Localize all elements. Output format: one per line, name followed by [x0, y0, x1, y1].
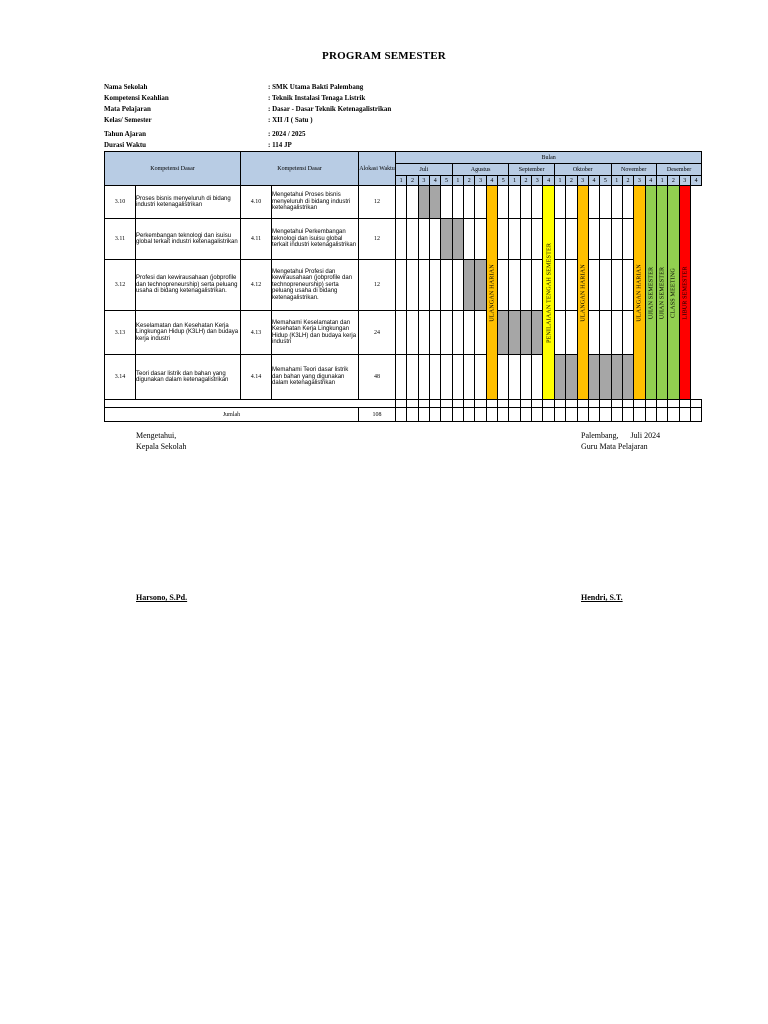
- table-row: [105, 355, 702, 400]
- class-meeting-column: [668, 186, 679, 400]
- kd-number: 3.14: [105, 355, 136, 400]
- table-row: [105, 260, 702, 311]
- week-cell: [452, 355, 463, 400]
- program-semester-table: [104, 151, 702, 422]
- spacer-cell: [105, 400, 396, 408]
- ujian-semester-label: UJIAN SEMESTER: [658, 266, 666, 319]
- week-number: 4: [543, 176, 554, 186]
- week-cell: [396, 311, 407, 355]
- activity-cell: [475, 260, 486, 311]
- info-value: : Teknik Instalasi Tenaga Listrik: [268, 94, 366, 102]
- activity-cell: [452, 219, 463, 260]
- week-cell: [396, 355, 407, 400]
- ujian-semester-label: UJIAN SEMESTER: [647, 266, 655, 319]
- week-number: 2: [622, 176, 633, 186]
- signature-left-line1: Mengetahui,: [136, 431, 177, 440]
- week-cell: [600, 186, 611, 219]
- activity-cell: [600, 355, 611, 400]
- week-cell: [532, 186, 543, 219]
- ujian-semester-column: [656, 186, 667, 400]
- week-cell: [520, 219, 531, 260]
- alokasi-header: Alokasi Waktu: [359, 152, 396, 186]
- month-juli: Juli: [396, 164, 453, 176]
- week-cell: [475, 219, 486, 260]
- month-oktober: Oktober: [554, 164, 611, 176]
- activity-cell: [498, 311, 509, 355]
- week-cell: [588, 219, 599, 260]
- week-number: 1: [452, 176, 463, 186]
- class-meeting-label: CLASS MEETING: [669, 267, 677, 318]
- week-number: 2: [668, 176, 679, 186]
- week-cell: [464, 311, 475, 355]
- kd2-description: Memahami Teori dasar listrik dan bahan yang digunakan dalam ketenagalistrikan: [272, 355, 359, 400]
- info-label: Kompetensi Keahlian: [104, 94, 169, 102]
- alokasi-value: 24: [359, 311, 396, 355]
- alokasi-value: 48: [359, 355, 396, 400]
- week-cell: [588, 186, 599, 219]
- ulangan-harian-label: ULANGAN HARIAN: [488, 263, 496, 322]
- kd-description: Perkembangan teknologi dan isuisu global terkait industri ketenagalistrikan: [136, 219, 241, 260]
- month-desember: Desember: [656, 164, 701, 176]
- page-title: PROGRAM SEMESTER: [322, 50, 446, 62]
- activity-cell: [622, 355, 633, 400]
- info-label: Kelas/ Semester: [104, 116, 152, 124]
- week-number: 1: [509, 176, 520, 186]
- info-value: : SMK Utama Bakti Palembang: [268, 83, 364, 91]
- table-row: [105, 311, 702, 355]
- week-number: 5: [441, 176, 452, 186]
- ulangan-harian-label: ULANGAN HARIAN: [579, 263, 587, 322]
- week-number: 4: [588, 176, 599, 186]
- week-cell: [407, 355, 418, 400]
- kd2-description: Memahami Keselamatan dan Kesehatan Kerja Lingkungan Hidup (K3LH) dan budaya kerja industri: [272, 311, 359, 355]
- week-cell: [509, 219, 520, 260]
- week-number: 3: [634, 176, 645, 186]
- week-cell: [441, 355, 452, 400]
- info-value: : XII /I ( Satu ): [268, 116, 313, 124]
- week-cell: [430, 311, 441, 355]
- kd-number: 3.12: [105, 260, 136, 311]
- week-cell: [622, 311, 633, 355]
- week-number: 2: [407, 176, 418, 186]
- week-cell: [622, 219, 633, 260]
- week-cell: [600, 311, 611, 355]
- week-cell: [430, 260, 441, 311]
- week-cell: [509, 355, 520, 400]
- info-value: : 2024 / 2025: [268, 130, 306, 138]
- signature-left-line2: Kepala Sekolah: [136, 442, 187, 451]
- week-cell: [566, 260, 577, 311]
- month-agustus: Agustus: [452, 164, 509, 176]
- kd-number: 3.11: [105, 219, 136, 260]
- ulangan-harian-label: ULANGAN HARIAN: [635, 263, 643, 322]
- week-cell: [498, 355, 509, 400]
- week-cell: [554, 219, 565, 260]
- week-number: 3: [532, 176, 543, 186]
- kd2-header: Kompetensi Dasar: [241, 152, 359, 186]
- kd2-description: Mengetahui Proses bisnis menyeluruh di bidang industri ketenagalistrikan: [272, 186, 359, 219]
- week-cell: [407, 219, 418, 260]
- kd2-number: 4.13: [241, 311, 272, 355]
- ulangan-harian-column: [634, 186, 645, 400]
- week-cell: [430, 219, 441, 260]
- week-cell: [396, 260, 407, 311]
- week-cell: [554, 311, 565, 355]
- month-november: November: [611, 164, 656, 176]
- kd2-number: 4.10: [241, 186, 272, 219]
- week-cell: [418, 311, 429, 355]
- week-cell: [452, 260, 463, 311]
- week-cell: [611, 260, 622, 311]
- kd-number: 3.10: [105, 186, 136, 219]
- signature-right-line2: Guru Mata Pelajaran: [581, 442, 648, 451]
- activity-cell: [509, 311, 520, 355]
- week-number: 3: [475, 176, 486, 186]
- jumlah-row: [105, 408, 702, 422]
- signature-right: [581, 431, 660, 451]
- week-cell: [407, 311, 418, 355]
- signature-right-name-wrap: [581, 593, 623, 602]
- kd2-description: Mengetahui Profesi dan kewirausahaan (jobprofile dan technopreneurship) serta peluang usaha di bidang ketenagalistrikan.: [272, 260, 359, 311]
- table-row: [105, 400, 702, 408]
- info-label: Durasi Waktu: [104, 141, 147, 149]
- activity-cell: [532, 311, 543, 355]
- teacher-name: Hendri, S.T.: [581, 593, 623, 602]
- week-number: 2: [566, 176, 577, 186]
- activity-cell: [554, 355, 565, 400]
- week-number: 3: [577, 176, 588, 186]
- week-number: 1: [396, 176, 407, 186]
- week-cell: [498, 219, 509, 260]
- week-cell: [532, 219, 543, 260]
- week-cell: [554, 186, 565, 219]
- week-cell: [407, 260, 418, 311]
- kd-description: Keselamatan dan Kesehatan Kerja Lingkungan Hidup (K3LH) dan budaya kerja industri: [136, 311, 241, 355]
- week-number: 1: [554, 176, 565, 186]
- week-cell: [611, 311, 622, 355]
- kd2-description: Mengetahui Perkembangan teknologi dan isuisu global terkait industri ketenagalistrikan: [272, 219, 359, 260]
- ulangan-harian-column: [577, 186, 588, 400]
- week-cell: [611, 219, 622, 260]
- libur-semester-label: LIBUR SEMESTER: [681, 265, 689, 320]
- week-cell: [498, 260, 509, 311]
- week-cell: [418, 219, 429, 260]
- week-cell: [441, 311, 452, 355]
- jumlah-value: 108: [359, 408, 396, 422]
- ulangan-harian-column: [486, 186, 497, 400]
- info-value: : 114 JP: [268, 141, 292, 149]
- info-label: Tahun Ajaran: [104, 130, 146, 138]
- week-cell: [418, 260, 429, 311]
- alokasi-value: 12: [359, 219, 396, 260]
- table-row: [105, 186, 702, 219]
- week-cell: [622, 186, 633, 219]
- week-cell: [464, 355, 475, 400]
- week-number: 4: [690, 176, 701, 186]
- alokasi-value: 12: [359, 186, 396, 219]
- week-cell: [441, 186, 452, 219]
- principal-name: Harsono, S.Pd.: [136, 593, 188, 602]
- activity-cell: [520, 311, 531, 355]
- jumlah-label: Jumlah: [105, 408, 359, 422]
- activity-cell: [418, 186, 429, 219]
- week-number: 2: [464, 176, 475, 186]
- kd2-number: 4.14: [241, 355, 272, 400]
- activity-cell: [464, 260, 475, 311]
- signature-left-name-wrap: [136, 593, 187, 602]
- signature-left: [136, 431, 186, 451]
- week-cell: [600, 260, 611, 311]
- kd2-number: 4.11: [241, 219, 272, 260]
- week-cell: [611, 186, 622, 219]
- week-cell: [520, 260, 531, 311]
- week-number: 3: [418, 176, 429, 186]
- signature-right-line1: Palembang, Juli 2024: [581, 431, 661, 440]
- week-number: 5: [498, 176, 509, 186]
- week-cell: [498, 186, 509, 219]
- week-cell: [464, 219, 475, 260]
- week-number: 4: [430, 176, 441, 186]
- month-september: September: [509, 164, 554, 176]
- week-cell: [532, 260, 543, 311]
- week-cell: [418, 355, 429, 400]
- week-number: 3: [679, 176, 690, 186]
- kd-number: 3.13: [105, 311, 136, 355]
- week-number: 1: [611, 176, 622, 186]
- week-cell: [509, 260, 520, 311]
- kd-description: Profesi dan kewirausahaan (jobprofile dan technopreneurship) serta peluang usaha di bidang ketenagalistrikan.: [136, 260, 241, 311]
- week-cell: [396, 186, 407, 219]
- kd-description: Teori dasar listrik dan bahan yang digunakan dalam ketenagalistrikan: [136, 355, 241, 400]
- week-cell: [532, 355, 543, 400]
- activity-cell: [566, 355, 577, 400]
- week-cell: [520, 186, 531, 219]
- week-number: 1: [656, 176, 667, 186]
- week-cell: [407, 186, 418, 219]
- week-cell: [475, 311, 486, 355]
- pts-label: PENILAIAAN TENGAH SEMESTER: [545, 242, 553, 343]
- info-label: Nama Sekolah: [104, 83, 148, 91]
- activity-cell: [611, 355, 622, 400]
- week-cell: [475, 186, 486, 219]
- info-label: Mata Pelajaran: [104, 105, 151, 113]
- activity-cell: [430, 186, 441, 219]
- week-cell: [452, 311, 463, 355]
- info-value: : Dasar - Dasar Teknik Ketenagalistrikan: [268, 105, 392, 113]
- kd-header: Kompetensi Dasar: [105, 152, 241, 186]
- week-cell: [566, 186, 577, 219]
- week-cell: [600, 219, 611, 260]
- week-cell: [452, 186, 463, 219]
- week-number: 2: [520, 176, 531, 186]
- pts-column: [543, 186, 554, 400]
- week-cell: [566, 311, 577, 355]
- week-cell: [464, 186, 475, 219]
- bulan-header: Bulan: [396, 152, 702, 164]
- ujian-semester-column: [645, 186, 656, 400]
- kd-description: Proses bisnis menyeluruh di bidang industri ketenagalistrikan: [136, 186, 241, 219]
- alokasi-value: 12: [359, 260, 396, 311]
- week-number: 5: [600, 176, 611, 186]
- table-row: [105, 219, 702, 260]
- week-cell: [622, 260, 633, 311]
- week-cell: [441, 260, 452, 311]
- week-cell: [475, 355, 486, 400]
- week-cell: [554, 260, 565, 311]
- activity-cell: [588, 355, 599, 400]
- week-cell: [396, 219, 407, 260]
- week-number: 4: [486, 176, 497, 186]
- libur-semester-column: [679, 186, 690, 400]
- week-cell: [588, 260, 599, 311]
- week-cell: [520, 355, 531, 400]
- week-number: 4: [645, 176, 656, 186]
- activity-cell: [441, 219, 452, 260]
- week-cell: [509, 186, 520, 219]
- week-cell: [430, 355, 441, 400]
- kd2-number: 4.12: [241, 260, 272, 311]
- week-cell: [566, 219, 577, 260]
- week-cell: [588, 311, 599, 355]
